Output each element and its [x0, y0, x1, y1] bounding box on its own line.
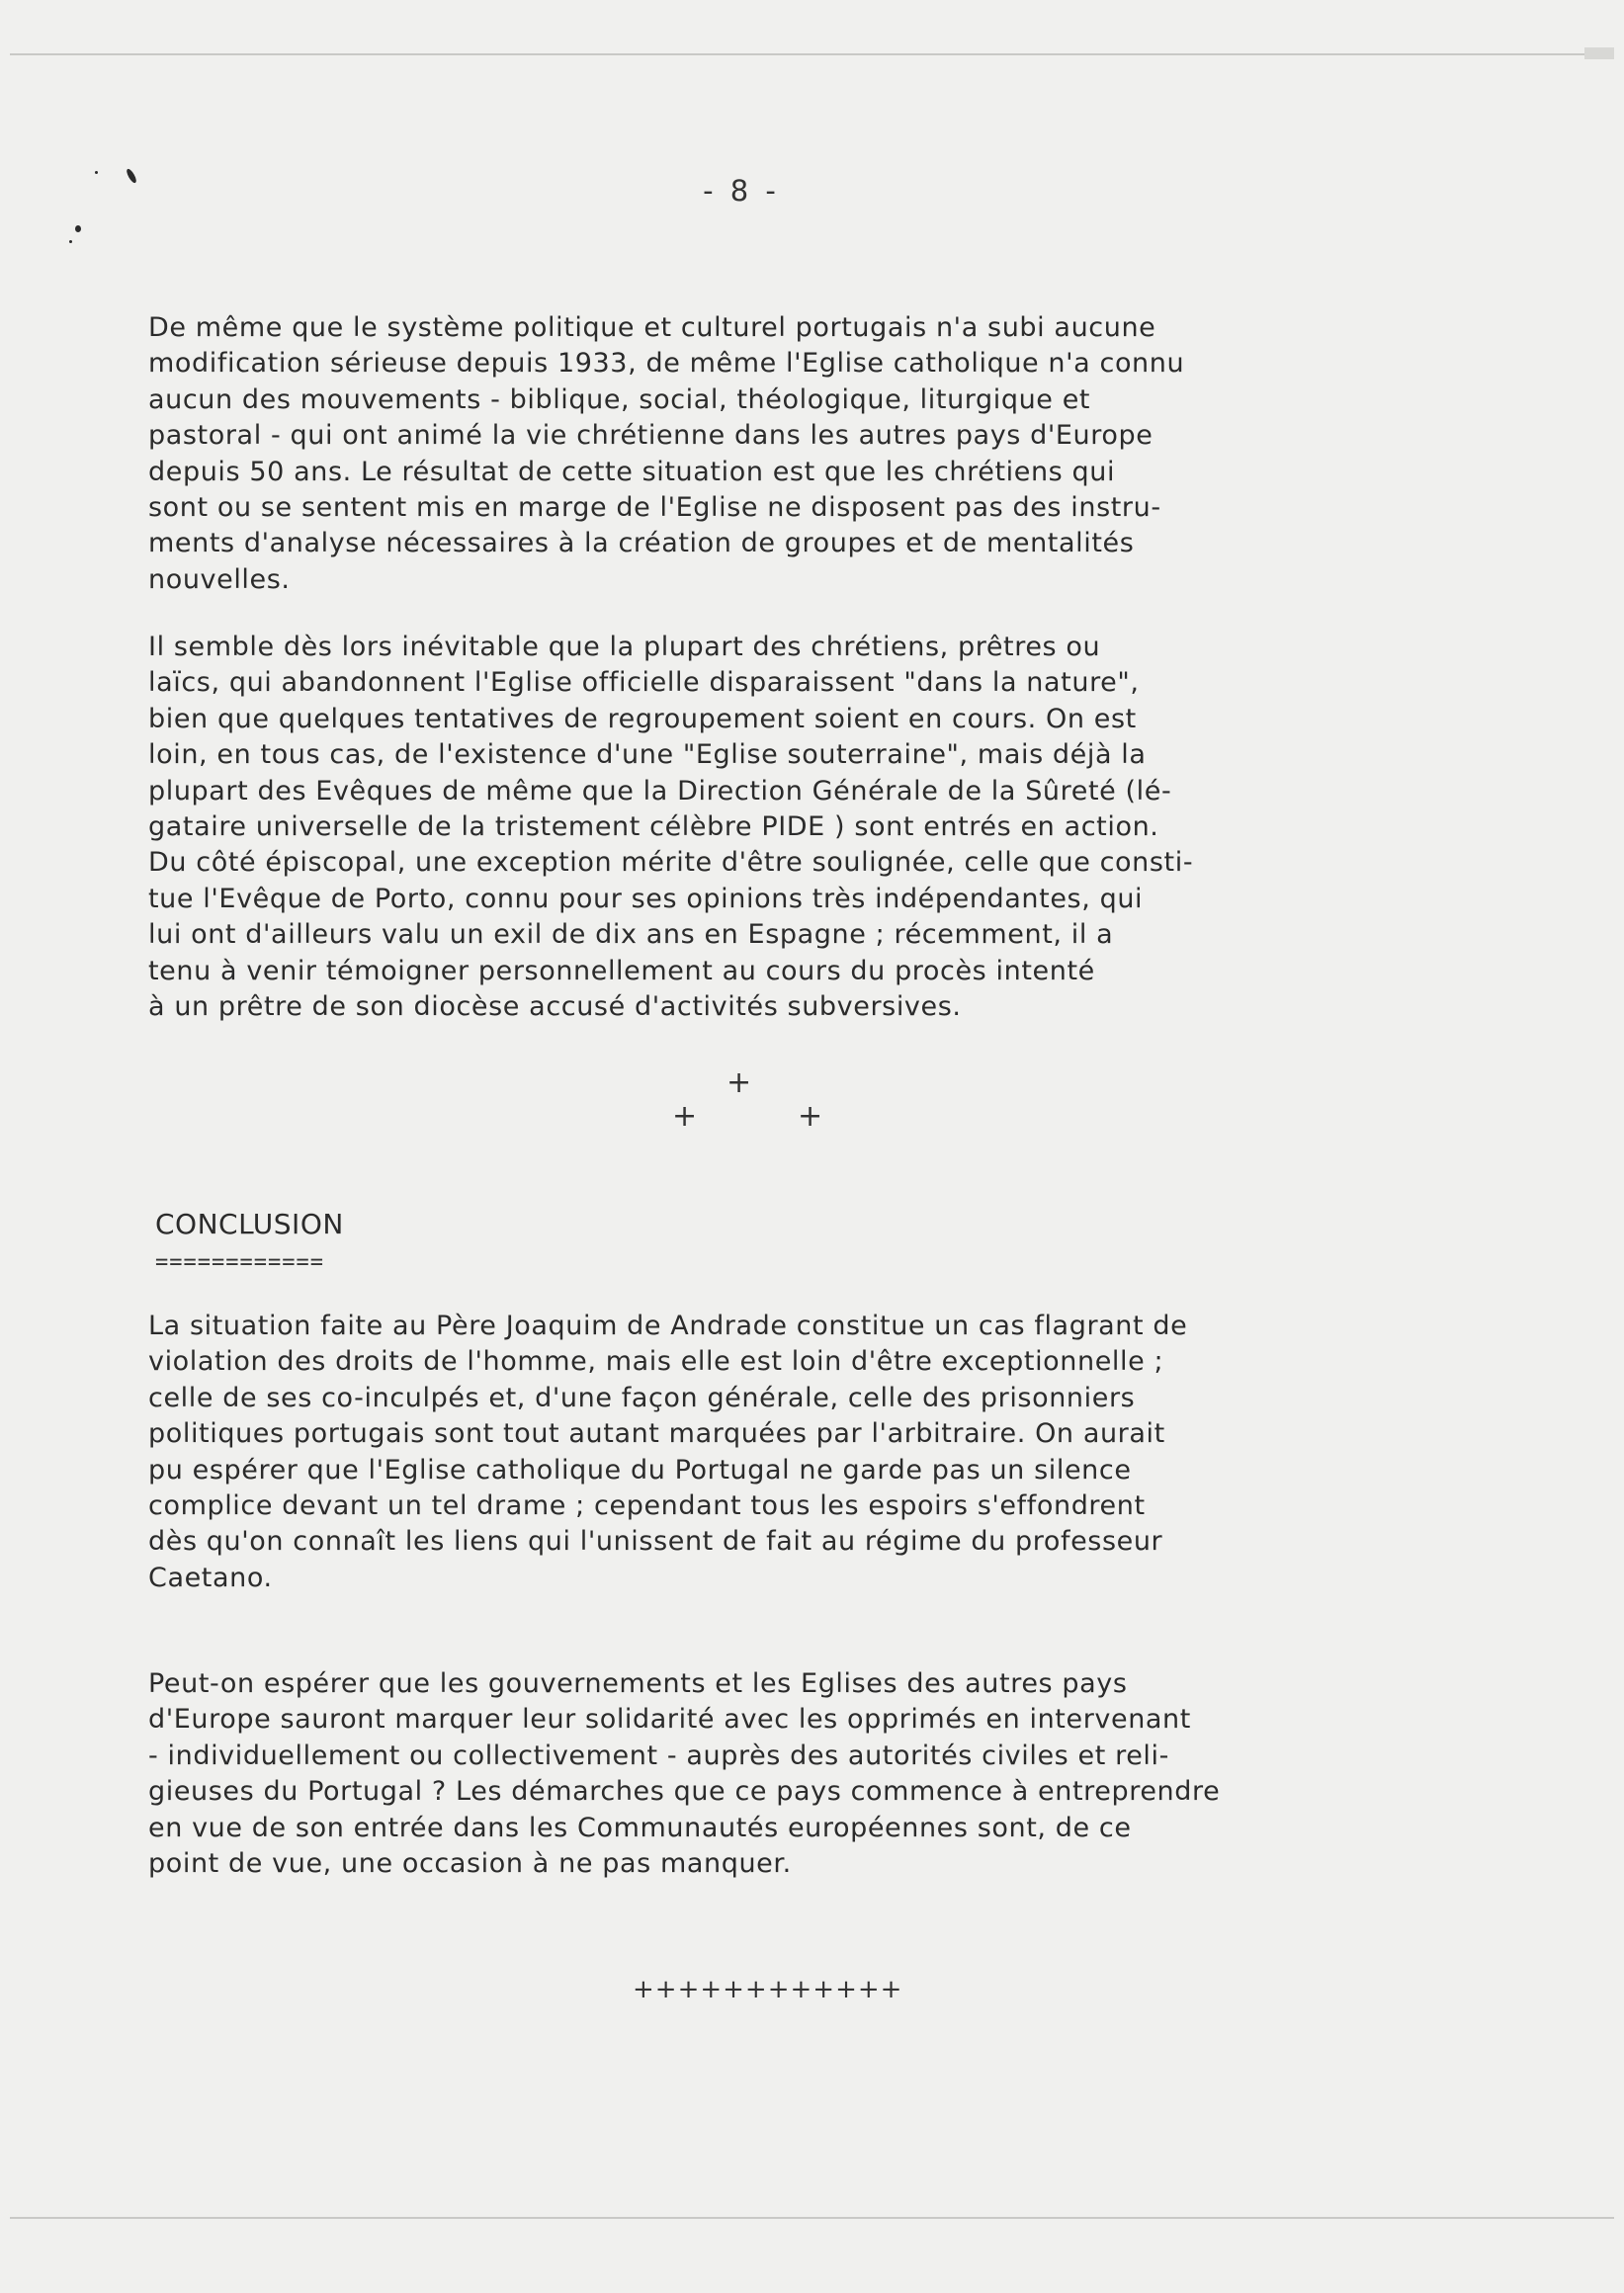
paragraph-intro: [148, 310, 1473, 598]
text-line: sont ou se sentent mis en marge de l'Eglise ne disposent pas des instru-: [148, 491, 1161, 523]
text-line: dès qu'on connaît les liens qui l'unissent de fait au régime du professeur: [148, 1526, 1163, 1558]
text-line: bien que quelques tentatives de regroupement soient en cours. On est: [148, 703, 1137, 734]
text-line: politiques portugais sont tout autant marquées par l'arbitraire. On aurait: [148, 1418, 1165, 1450]
text-line: nouvelles.: [148, 563, 291, 595]
text-line: gataire universelle de la tristement célèbre PIDE ) sont entrés en action.: [148, 810, 1159, 842]
top-edge-rule: [10, 53, 1614, 55]
text-line: ments d'analyse nécessaires à la création de groupes et de mentalités: [148, 528, 1135, 559]
ink-speck: [75, 225, 81, 232]
text-line: à un prêtre de son diocèse accusé d'activités subversives.: [148, 990, 962, 1022]
text-line: laïcs, qui abandonnent l'Eglise officielle disparaissent "dans la nature",: [148, 667, 1140, 699]
text-line: en vue de son entrée dans les Communautés européennes sont, de ce: [148, 1812, 1132, 1843]
text-line: lui ont d'ailleurs valu un exil de dix ans en Espagne ; récemment, il a: [148, 919, 1114, 951]
text-line: depuis 50 ans. Le résultat de cette situation est que les chrétiens qui: [148, 456, 1116, 487]
text-line: Caetano.: [148, 1562, 273, 1593]
text-line: gieuses du Portugal ? Les démarches que ce pays commence à entreprendre: [148, 1776, 1221, 1808]
text-line: La situation faite au Père Joaquim de Andrade constitue un cas flagrant de: [148, 1311, 1188, 1341]
text-line: Du côté épiscopal, une exception mérite d'être soulignée, celle que consti-: [148, 847, 1194, 879]
paragraph-appeal: [148, 1666, 1473, 1882]
text-line: loin, en tous cas, de l'existence d'une "Eglise souterraine", mais déjà la: [148, 739, 1147, 771]
text-line: Peut-on espérer que les gouvernements et les Eglises des autres pays: [148, 1668, 1128, 1699]
text-line: De même que le système politique et culturel portugais n'a subi aucune: [148, 312, 1156, 343]
bottom-edge-rule: [10, 2217, 1614, 2219]
text-line: tue l'Evêque de Porto, connu pour ses opinions très indépendantes, qui: [148, 883, 1144, 914]
text-line: violation des droits de l'homme, mais elle est loin d'être exceptionnelle ;: [148, 1346, 1164, 1378]
text-line: celle de ses co-inculpés et, d'une façon générale, celle des prisonniers: [148, 1382, 1136, 1413]
top-right-edge-mark: [1584, 47, 1614, 59]
separator-plus: +: [798, 1099, 823, 1134]
text-line: tenu à venir témoigner personnellement au cours du procès intenté: [148, 955, 1095, 986]
page-number: - 8 -: [703, 174, 780, 208]
text-line: complice devant un tel drame ; cependant tous les espoirs s'effondrent: [148, 1489, 1146, 1521]
paragraph-conclusion: [148, 1309, 1473, 1596]
ink-speck: [69, 240, 72, 243]
text-line: - individuellement ou collectivement - auprès des autorités civiles et reli-: [148, 1740, 1169, 1771]
text-line: aucun des mouvements - biblique, social, théologique, liturgique et: [148, 383, 1091, 415]
section-heading: CONCLUSION: [155, 1208, 344, 1240]
text-line: plupart des Evêques de même que la Direction Générale de la Sûreté (lé-: [148, 775, 1172, 807]
text-line: pastoral - qui ont animé la vie chrétienne dans les autres pays d'Europe: [148, 420, 1154, 452]
closing-mark: ++++++++++++: [633, 1975, 903, 2004]
text-line: Il semble dès lors inévitable que la plupart des chrétiens, prêtres ou: [148, 632, 1101, 662]
paragraph-church: [148, 630, 1473, 1025]
separator-plus: +: [727, 1065, 752, 1100]
heading-underline: ============: [155, 1250, 324, 1275]
text-line: modification sérieuse depuis 1933, de même l'Eglise catholique n'a connu: [148, 348, 1185, 380]
text-line: point de vue, une occasion à ne pas manquer.: [148, 1847, 792, 1879]
text-line: pu espérer que l'Eglise catholique du Portugal ne garde pas un silence: [148, 1454, 1132, 1486]
separator-plus: +: [672, 1099, 698, 1134]
text-line: d'Europe sauront marquer leur solidarité avec les opprimés en intervenant: [148, 1704, 1191, 1736]
